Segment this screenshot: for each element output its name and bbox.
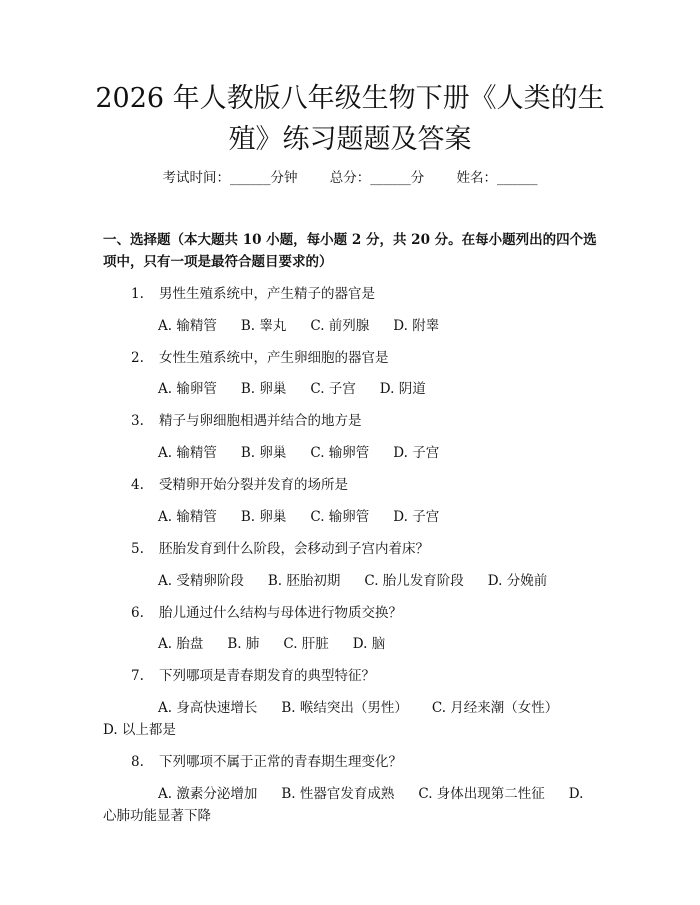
question-number: 8. xyxy=(131,754,144,770)
option-c: C. 胎儿发育阶段 xyxy=(364,573,464,589)
option-c: C. 输卵管 xyxy=(310,445,370,461)
option-d: D. 附睾 xyxy=(393,318,440,334)
option-b: B. 肺 xyxy=(227,636,260,652)
option-a: A. 输精管 xyxy=(158,318,217,334)
question-6 xyxy=(131,601,402,621)
question-number: 3. xyxy=(131,413,144,429)
option-d: D. 子宫 xyxy=(393,445,440,461)
option-a: A. 身高快速增长 xyxy=(158,700,258,716)
question-4-options xyxy=(158,505,463,525)
option-b: B. 胚胎初期 xyxy=(267,573,341,589)
question-5-options xyxy=(158,569,571,589)
option-d: D. 阴道 xyxy=(379,381,426,397)
page-title: 2026 年人教版八年级生物下册《人类的生殖》练习题题及答案 xyxy=(95,83,605,155)
question-text: 下列哪项是青春期发育的典型特征？ xyxy=(159,668,375,684)
question-text: 精子与卵细胞相遇并结合的地方是 xyxy=(159,413,362,429)
question-4 xyxy=(131,473,348,493)
exam-time: 考试时间：______分钟 xyxy=(162,170,298,186)
question-number: 7. xyxy=(131,668,144,684)
option-a: A. 输卵管 xyxy=(158,381,217,397)
question-text: 胎儿通过什么结构与母体进行物质交换？ xyxy=(159,605,402,621)
question-number: 6. xyxy=(131,605,144,621)
question-1-options xyxy=(158,314,463,334)
option-b: B. 喉结突出（男性） xyxy=(281,700,408,716)
option-c: C. 前列腺 xyxy=(310,318,370,334)
question-7-options xyxy=(158,696,582,716)
option-c: C. 肝脏 xyxy=(283,636,329,652)
option-d: D. 脑 xyxy=(352,636,386,652)
option-c: C. 子宫 xyxy=(310,381,356,397)
question-text: 胚胎发育到什么阶段，会移动到子宫内着床？ xyxy=(159,541,429,557)
option-b: B. 性器官发育成熟 xyxy=(281,786,395,802)
question-5 xyxy=(131,537,429,557)
question-text: 下列哪项不属于正常的青春期生理变化？ xyxy=(159,754,402,770)
option-c: C. 身体出现第二性征 xyxy=(418,786,545,802)
total-score: 总分：______分 xyxy=(329,170,425,186)
question-text: 男性生殖系统中，产生精子的器官是 xyxy=(159,286,375,302)
question-number: 5. xyxy=(131,541,144,557)
question-number: 2. xyxy=(131,350,144,366)
question-6-options xyxy=(158,632,409,652)
option-a: A. 激素分泌增加 xyxy=(158,786,258,802)
option-d: D. 分娩前 xyxy=(487,573,548,589)
option-a: A. 输精管 xyxy=(158,509,217,525)
section-heading: 一、选择题（本大题共 10 小题，每小题 2 分，共 20 分。在每小题列出的四个选项中，只有一项是最符合题目要求的） xyxy=(103,232,597,270)
option-b: B. 卵巢 xyxy=(240,509,287,525)
option-a: A. 胎盘 xyxy=(158,636,204,652)
question-8 xyxy=(131,750,402,770)
question-7 xyxy=(131,664,375,684)
question-text: 女性生殖系统中，产生卵细胞的器官是 xyxy=(159,350,389,366)
question-3-options xyxy=(158,441,463,461)
option-a: A. 输精管 xyxy=(158,445,217,461)
option-d: D. 子宫 xyxy=(393,509,440,525)
option-c: C. 输卵管 xyxy=(310,509,370,525)
question-2 xyxy=(131,346,389,366)
option-d: D. xyxy=(568,786,584,802)
option-d-wrapped: 心肺功能显著下降 xyxy=(103,808,211,824)
option-a: A. 受精卵阶段 xyxy=(158,573,244,589)
student-name: 姓名：______ xyxy=(456,170,538,186)
question-text: 受精卵开始分裂并发育的场所是 xyxy=(159,477,348,493)
option-c: C. 月经来潮（女性） xyxy=(431,700,559,716)
option-b: B. 睾丸 xyxy=(240,318,287,334)
question-8-options xyxy=(158,782,607,802)
question-number: 4. xyxy=(131,477,144,493)
question-1 xyxy=(131,282,375,302)
exam-info xyxy=(0,166,700,186)
option-b: B. 卵巢 xyxy=(240,445,287,461)
question-number: 1. xyxy=(131,286,144,302)
question-2-options xyxy=(158,377,450,397)
option-b: B. 卵巢 xyxy=(240,381,287,397)
question-3 xyxy=(131,409,362,429)
option-d-wrapped: D. 以上都是 xyxy=(103,722,176,738)
